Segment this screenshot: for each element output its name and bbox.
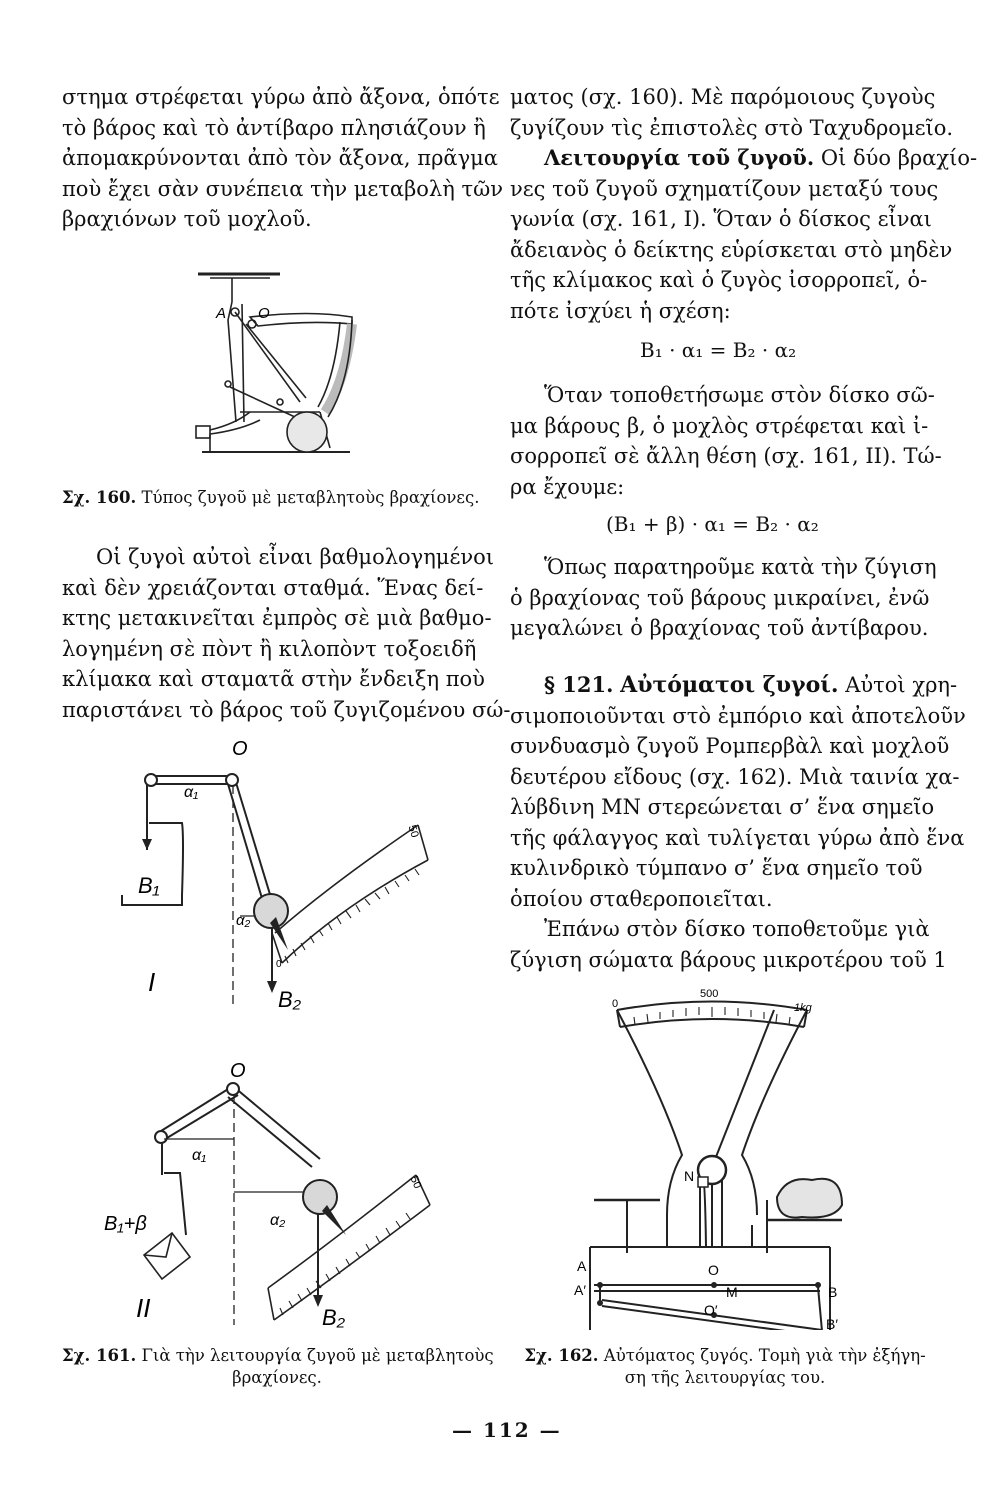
fig161-i-roman-numeral: I <box>148 967 156 997</box>
fig161-i-label-o: O <box>232 738 248 760</box>
fig161-ii-label-o: O <box>230 1060 246 1082</box>
text-line: ματος (σχ. 160). Μὲ παρόμοιους ζυγοὺς <box>510 85 936 109</box>
figure-160-letter-scale <box>180 262 360 467</box>
fig162-scale-500: 500 <box>700 988 719 1000</box>
text-line: μα βάρους β, ὁ μοχλὸς στρέφεται καὶ ἰ- <box>510 413 929 438</box>
fig161-ii-scale-fifty: 50 <box>407 1174 424 1191</box>
fig161-ii-label-b1-beta: B₁+β <box>104 1213 147 1235</box>
text-line: κυλινδρικὸ τύμπανο σ’ ἕνα σημεῖο τοῦ <box>510 856 923 880</box>
fig161-part-1 <box>122 774 428 1005</box>
fig162-label-n: N <box>684 1168 695 1184</box>
text-line: καὶ δὲν χρειάζονται σταθμά. Ἕνας δεί- <box>62 575 484 600</box>
text-line: μεγαλώνει ὁ βραχίονας τοῦ ἀντίβαρου. <box>510 616 929 640</box>
caption-line: βραχίονες. <box>232 1368 322 1387</box>
fig162-label-o: O <box>708 1262 719 1278</box>
caption-text: Γιὰ τὴν λειτουργία ζυγοῦ μὲ μεταβλητοὺς <box>141 1346 494 1365</box>
text-line: Ἐπάνω στὸν δίσκο τοποθετοῦμε γιὰ <box>544 917 930 941</box>
text-line: βραχιόνων τοῦ μοχλοῦ. <box>62 207 312 231</box>
formula-equilibrium-2: (B₁ + β) · α₁ = B₂ · α₂ <box>606 512 819 536</box>
text-line: γωνία (σχ. 161, I). Ὅταν ὁ δίσκος εἶναι <box>510 207 932 231</box>
text-line: σιμοποιοῦνται στὸ ἐμπόριο καὶ ἀποτελοῦν <box>510 703 966 728</box>
section-title: Αὐτόματοι ζυγοί. <box>620 672 839 698</box>
text-run: Αὐτοὶ χρη- <box>838 673 958 697</box>
text-line: παριστάνει τὸ βάρος τοῦ ζυγιζομένου σώ- <box>62 697 511 722</box>
right-paragraph-4 <box>510 552 937 644</box>
text-line: τῆς κλίμακος καὶ ὁ ζυγὸς ἰσορροπεῖ, ὁ- <box>510 268 928 292</box>
text-line: τῆς φάλαγγος καὶ τυλίγεται γύρω ἀπὸ ἕνα <box>510 825 965 850</box>
fig162-label-a: A <box>577 1258 587 1274</box>
caption-number: Σχ. 162. <box>524 1346 599 1365</box>
formula-equilibrium-1: B₁ · α₁ = B₂ · α₂ <box>640 338 797 362</box>
fig162-label-m: M <box>726 1284 738 1300</box>
caption-text: Τύπος ζυγοῦ μὲ μεταβλητοὺς βραχίονες. <box>141 488 480 507</box>
text-line <box>510 670 958 701</box>
fig160-label-o: O <box>258 305 270 322</box>
figure-162-automatic-scale <box>572 985 847 1330</box>
text-line: ποὺ ἔχει σὰν συνέπεια τὴν μεταβολὴ τῶν <box>62 176 503 201</box>
right-paragraph-3 <box>510 380 942 502</box>
fig161-ii-label-a1: α₁ <box>192 1147 207 1164</box>
text-line: Ὅταν τοποθετήσωμε στὸν δίσκο σῶ- <box>544 383 935 407</box>
text-line: τὸ βάρος καὶ τὸ ἀντίβαρο πλησιάζουν ἢ <box>62 115 486 140</box>
text-line: ζύγιση σώματα βάρους μικροτέρου τοῦ 1 <box>510 947 947 972</box>
text-line <box>510 143 978 174</box>
fig162-scale-zero: 0 <box>612 998 619 1010</box>
fig162-scale-1kg: 1kg <box>794 1002 812 1014</box>
fig161-ii-roman-numeral: II <box>136 1293 151 1323</box>
text-line: ἀπομακρύνονται ἀπὸ τὸν ἄξονα, πρᾶγμα <box>62 146 498 170</box>
figure-160-caption <box>62 487 492 509</box>
left-paragraph-2 <box>62 542 511 725</box>
text-line: συνδυασμὸ ζυγοῦ Ρομπερβὰλ καὶ μοχλοῦ <box>510 734 950 758</box>
figure-162-caption <box>505 1345 945 1389</box>
fig161-i-label-a2: α₂ <box>236 912 251 929</box>
text-line: λύβδινη MN στερεώνεται σ’ ἕνα σημεῖο <box>510 795 935 819</box>
left-paragraph-1 <box>62 82 503 235</box>
caption-line <box>505 1345 945 1367</box>
text-line: ρα ἔχουμε: <box>510 474 625 499</box>
fig161-i-scale-zero: 0 <box>276 959 282 970</box>
text-line: ἄδειανὸς ὁ δείκτης εὑρίσκεται στὸ μηδὲν <box>510 237 953 262</box>
fig161-part-2 <box>155 1083 430 1325</box>
figure-161-diagram <box>100 735 445 1335</box>
fig160-label-a: A <box>216 305 227 322</box>
text-line: στημα στρέφεται γύρω ἀπὸ ἄξονα, ὁπότε <box>62 85 500 109</box>
caption-line: ση τῆς λειτουργίας του. <box>624 1368 826 1387</box>
caption-number: Σχ. 160. <box>62 488 137 507</box>
figure-161-caption <box>62 1345 492 1389</box>
subheading-functioning: Λειτουργία τοῦ ζυγοῦ. <box>544 145 815 170</box>
text-line: κλίμακα καὶ σταματᾶ στὴν ἔνδειξη ποὺ <box>62 667 485 691</box>
text-line: ὁ βραχίονας τοῦ βάρους μικραίνει, ἐνῶ <box>510 585 930 610</box>
page-number: — 112 — <box>452 1418 562 1442</box>
text-run: Οἱ δύο βραχίο- <box>814 146 978 170</box>
right-paragraph-1 <box>510 82 978 326</box>
text-line: Οἱ ζυγοὶ αὐτοὶ εἶναι βαθμολογημένοι <box>96 545 494 569</box>
fig161-i-label-b2: B₂ <box>278 987 302 1012</box>
fig161-ii-label-b2: B₂ <box>322 1305 346 1330</box>
text-line: σορροπεῖ σὲ ἄλλη θέση (σχ. 161, II). Τώ- <box>510 444 942 468</box>
fig162-label-a-prime: A′ <box>574 1282 586 1298</box>
section-number: § 121. <box>544 672 614 697</box>
text-line: πότε ἰσχύει ἡ σχέση: <box>510 298 731 323</box>
fig161-i-scale-fifty: 50 <box>405 823 421 840</box>
fig161-i-label-a1: α₁ <box>184 784 199 801</box>
caption-number: Σχ. 161. <box>62 1346 137 1365</box>
text-line: νες τοῦ ζυγοῦ σχηματίζουν μεταξύ τους <box>510 176 939 201</box>
caption-text: Αὐτόματος ζυγός. Τομὴ γιὰ τὴν ἐξήγη- <box>603 1346 926 1365</box>
fig161-i-label-b1: B₁ <box>138 873 160 898</box>
text-line: ὁποίου σταθεροποιεῖται. <box>510 886 773 911</box>
caption-line <box>62 1345 492 1367</box>
text-line: δευτέρου εἴδους (σχ. 162). Μιὰ ταινία χα- <box>510 764 960 789</box>
text-line: κτης μετακινεῖται ἐμπρὸς σὲ μιὰ βαθμο- <box>62 606 492 630</box>
text-line: λογημένη σὲ πὸντ ἢ κιλοπὸντ τοξοειδῆ <box>62 636 477 661</box>
fig161-ii-label-a2: α₂ <box>270 1212 286 1229</box>
text-line: ζυγίζουν τὶς ἐπιστολὲς στὸ Ταχυδρομεῖο. <box>510 115 954 140</box>
right-section-121 <box>510 670 966 975</box>
fig162-label-b: B <box>828 1284 838 1300</box>
fig162-label-b-prime: B′ <box>826 1316 838 1330</box>
text-line: Ὅπως παρατηροῦμε κατὰ τὴν ζύγιση <box>544 555 937 579</box>
fig162-label-o-prime: O′ <box>704 1302 718 1318</box>
